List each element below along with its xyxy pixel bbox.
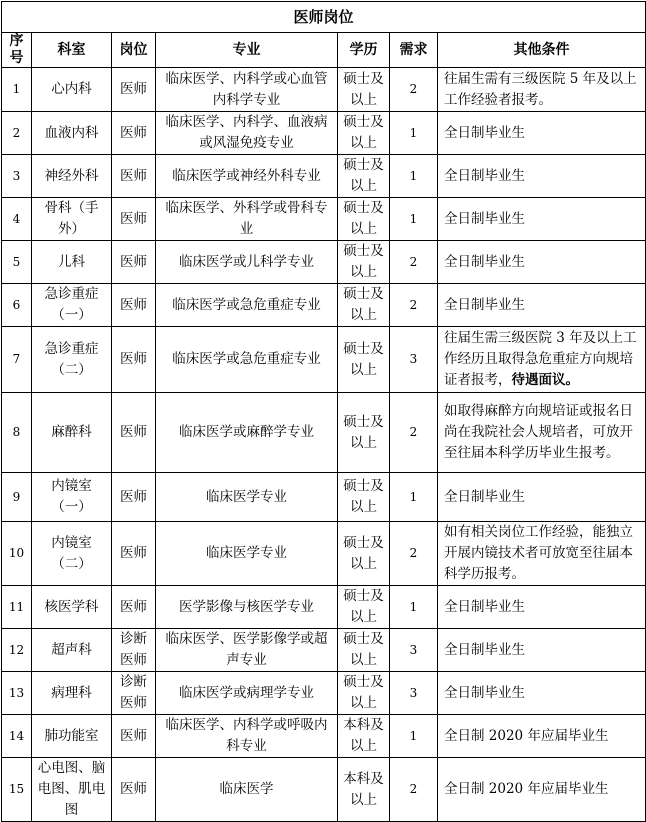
row-dept-text: 神经外科 xyxy=(44,167,99,184)
row-dept xyxy=(32,155,112,198)
row-major-text: 临床医学或神经外科专业 xyxy=(172,167,321,184)
row-post-text: 医师 xyxy=(120,545,147,561)
row-dept-text: 病理科 xyxy=(51,684,92,701)
row-need-text: 1 xyxy=(409,168,418,183)
row-other-text: 全日制毕业生 xyxy=(444,641,525,658)
row-education-text: 硕士及以上 xyxy=(343,534,384,572)
row-education-text: 硕士及以上 xyxy=(343,243,384,280)
row-post-text: 医师 xyxy=(120,781,147,797)
row-education xyxy=(338,473,390,522)
row-need-text: 1 xyxy=(409,211,418,226)
row-other xyxy=(438,241,646,284)
row-no-text: 4 xyxy=(12,211,21,226)
row-other-text: 如有相关岗位工作经验，能独立开展内镜技术者可放宽至往届本科学历报考。 xyxy=(444,524,633,582)
table-row xyxy=(2,284,646,327)
row-post-text: 医师 xyxy=(120,81,147,97)
header-dept: 科室 xyxy=(32,33,112,68)
row-need xyxy=(390,155,438,198)
row-education xyxy=(338,393,390,473)
row-other-text: 全日制 2020 年应届毕业生 xyxy=(444,781,609,797)
row-other xyxy=(438,629,646,672)
row-post xyxy=(112,327,156,393)
header-post: 岗位 xyxy=(112,33,156,68)
table-row xyxy=(2,393,646,473)
row-post xyxy=(112,284,156,327)
row-other xyxy=(438,68,646,112)
row-other-text: 全日制毕业生 xyxy=(444,210,525,227)
row-major xyxy=(156,715,338,758)
row-dept-text: 血液内科 xyxy=(44,124,99,141)
row-no xyxy=(2,758,32,822)
row-education xyxy=(338,715,390,758)
table-row xyxy=(2,758,646,822)
row-post-text: 医师 xyxy=(120,210,147,227)
header-education: 学历 xyxy=(338,33,390,68)
row-other-text: 全日制毕业生 xyxy=(444,684,525,701)
row-major xyxy=(156,672,338,715)
row-need-text: 3 xyxy=(409,352,418,366)
row-major-text: 临床医学、医学影像学或超声专业 xyxy=(165,631,328,668)
row-education xyxy=(338,68,390,112)
row-post-text: 医师 xyxy=(120,488,147,505)
row-no-text: 12 xyxy=(8,642,25,657)
table-row xyxy=(2,522,646,586)
row-dept xyxy=(32,393,112,473)
row-other xyxy=(438,112,646,155)
row-post xyxy=(112,629,156,672)
row-other xyxy=(438,327,646,393)
row-major-text: 医学影像与核医学专业 xyxy=(179,598,314,615)
row-no xyxy=(2,672,32,715)
row-education xyxy=(338,629,390,672)
row-major xyxy=(156,586,338,629)
table-row xyxy=(2,715,646,758)
table-row xyxy=(2,473,646,522)
row-post-text: 医师 xyxy=(120,351,147,367)
row-dept xyxy=(32,327,112,393)
row-dept-text: 骨科（手外） xyxy=(44,200,99,237)
row-no-text: 15 xyxy=(8,782,25,796)
row-need xyxy=(390,715,438,758)
row-post xyxy=(112,393,156,473)
row-major xyxy=(156,629,338,672)
row-dept-text: 肺功能室 xyxy=(44,727,99,744)
row-education xyxy=(338,522,390,586)
row-other-text: 全日制 2020 年应届毕业生 xyxy=(444,727,609,744)
row-education-text: 硕士及以上 xyxy=(343,200,384,237)
row-other-text: 往届生需三级医院 3 年及以上工作经历且取得急危重症方向规培证者报考， xyxy=(444,330,637,388)
row-dept xyxy=(32,198,112,241)
row-post-text: 诊断医师 xyxy=(120,674,147,711)
table-row xyxy=(2,112,646,155)
row-no xyxy=(2,112,32,155)
header-other: 其他条件 xyxy=(438,33,646,68)
row-need-text: 3 xyxy=(409,685,418,700)
row-major-text: 临床医学专业 xyxy=(206,488,287,505)
row-no-text: 13 xyxy=(8,685,25,700)
row-other-text: 全日制毕业生 xyxy=(444,253,525,270)
row-no xyxy=(2,68,32,112)
row-other xyxy=(438,522,646,586)
row-post xyxy=(112,473,156,522)
row-no xyxy=(2,715,32,758)
row-dept-text: 超声科 xyxy=(51,641,92,658)
row-other xyxy=(438,586,646,629)
table-row xyxy=(2,629,646,672)
row-major xyxy=(156,522,338,586)
row-other xyxy=(438,198,646,241)
row-no-text: 14 xyxy=(8,728,25,743)
row-no-text: 3 xyxy=(12,168,21,183)
table-row xyxy=(2,198,646,241)
row-need-text: 2 xyxy=(409,297,418,312)
row-no-text: 9 xyxy=(12,489,21,504)
row-need xyxy=(390,241,438,284)
row-dept xyxy=(32,68,112,112)
row-need xyxy=(390,112,438,155)
row-major-text: 临床医学、外科学或骨科专业 xyxy=(165,200,328,237)
row-post-text: 医师 xyxy=(120,296,147,313)
row-education-text: 本科及以上 xyxy=(343,770,384,808)
row-dept xyxy=(32,112,112,155)
row-need xyxy=(390,586,438,629)
row-education xyxy=(338,155,390,198)
row-education-text: 硕士及以上 xyxy=(343,478,384,515)
row-need-text: 3 xyxy=(409,642,418,657)
row-education-text: 硕士及以上 xyxy=(343,286,384,323)
row-no-text: 5 xyxy=(12,254,21,269)
table-row xyxy=(2,327,646,393)
row-need-text: 2 xyxy=(409,546,418,560)
row-need-text: 2 xyxy=(409,782,418,796)
row-other-text: 全日制毕业生 xyxy=(444,488,525,505)
row-other xyxy=(438,715,646,758)
row-dept xyxy=(32,672,112,715)
row-need-text: 1 xyxy=(409,728,418,743)
row-need xyxy=(390,629,438,672)
row-education xyxy=(338,241,390,284)
row-major-text: 临床医学或病理学专业 xyxy=(179,684,314,701)
row-education-text: 硕士及以上 xyxy=(343,674,384,711)
row-no xyxy=(2,241,32,284)
row-post xyxy=(112,758,156,822)
row-no-text: 11 xyxy=(8,599,25,614)
row-post xyxy=(112,586,156,629)
row-dept-text: 内镜室（二） xyxy=(51,534,92,572)
row-major xyxy=(156,155,338,198)
row-need-text: 2 xyxy=(409,82,418,96)
row-other-text: 全日制毕业生 xyxy=(444,296,525,313)
row-post-text: 诊断医师 xyxy=(120,631,147,668)
row-major-text: 临床医学或儿科学专业 xyxy=(179,253,314,270)
row-education-text: 硕士及以上 xyxy=(343,413,384,451)
positions-table xyxy=(1,1,646,822)
row-post-text: 医师 xyxy=(120,424,147,440)
row-education xyxy=(338,586,390,629)
table-title: 医师岗位 xyxy=(2,2,646,33)
row-need xyxy=(390,198,438,241)
header-major: 专业 xyxy=(156,33,338,68)
table-row xyxy=(2,155,646,198)
row-other xyxy=(438,758,646,822)
row-major xyxy=(156,284,338,327)
row-no xyxy=(2,284,32,327)
row-education-text: 硕士及以上 xyxy=(343,157,384,194)
row-no-text: 7 xyxy=(12,352,21,366)
row-post-text: 医师 xyxy=(120,598,147,615)
row-need xyxy=(390,522,438,586)
row-post xyxy=(112,672,156,715)
row-education-text: 硕士及以上 xyxy=(343,340,384,378)
row-dept xyxy=(32,522,112,586)
row-no xyxy=(2,198,32,241)
row-no xyxy=(2,473,32,522)
row-other-text: 如取得麻醉方向规培证或报名日尚在我院社会人规培者，可放开至往届本科学历毕业生报考。 xyxy=(444,403,633,461)
table-header-row xyxy=(2,33,646,68)
row-major xyxy=(156,758,338,822)
row-dept xyxy=(32,629,112,672)
row-other xyxy=(438,473,646,522)
row-no-text: 2 xyxy=(12,125,21,140)
row-other xyxy=(438,284,646,327)
row-need xyxy=(390,284,438,327)
row-other xyxy=(438,672,646,715)
row-need-text: 1 xyxy=(409,489,418,504)
row-other xyxy=(438,155,646,198)
row-education-text: 硕士及以上 xyxy=(343,114,384,151)
row-need xyxy=(390,473,438,522)
row-post-text: 医师 xyxy=(120,124,147,141)
row-post xyxy=(112,155,156,198)
row-post xyxy=(112,522,156,586)
row-dept-text: 内镜室（一） xyxy=(51,478,92,515)
row-education-text: 硕士及以上 xyxy=(343,588,384,625)
row-no-text: 6 xyxy=(12,297,21,312)
row-post xyxy=(112,198,156,241)
row-need xyxy=(390,327,438,393)
row-need-text: 1 xyxy=(409,599,418,614)
row-dept xyxy=(32,284,112,327)
row-dept xyxy=(32,586,112,629)
row-dept-text: 心电图、脑电图、肌电图 xyxy=(37,760,106,818)
row-no xyxy=(2,327,32,393)
header-need: 需求 xyxy=(390,33,438,68)
row-major xyxy=(156,112,338,155)
row-education xyxy=(338,327,390,393)
row-major xyxy=(156,68,338,112)
row-no xyxy=(2,522,32,586)
row-no xyxy=(2,393,32,473)
row-education xyxy=(338,672,390,715)
row-education xyxy=(338,198,390,241)
row-no xyxy=(2,155,32,198)
row-dept-text: 急诊重症（一） xyxy=(44,286,99,323)
row-no-text: 10 xyxy=(8,546,25,560)
row-major-text: 临床医学或急危重症专业 xyxy=(172,296,321,313)
row-education-text: 本科及以上 xyxy=(343,717,384,754)
row-dept-text: 心内科 xyxy=(51,81,92,97)
row-major-text: 临床医学专业 xyxy=(206,545,287,561)
row-major xyxy=(156,327,338,393)
row-post-text: 医师 xyxy=(120,253,147,270)
row-other-emphasis: 待遇面议。 xyxy=(511,372,579,388)
row-post xyxy=(112,68,156,112)
table-row xyxy=(2,672,646,715)
row-major-text: 临床医学、内科学或呼吸内科专业 xyxy=(165,717,328,754)
row-need xyxy=(390,68,438,112)
row-other-text: 全日制毕业生 xyxy=(444,167,525,184)
row-education-text: 硕士及以上 xyxy=(343,631,384,668)
row-other-text: 往届生需有三级医院 5 年及以上工作经验者报考。 xyxy=(444,70,637,108)
row-major xyxy=(156,473,338,522)
row-dept-text: 核医学科 xyxy=(44,598,99,615)
table-row xyxy=(2,68,646,112)
row-other xyxy=(438,393,646,473)
row-dept-text: 儿科 xyxy=(58,253,85,270)
table-row xyxy=(2,586,646,629)
row-dept xyxy=(32,758,112,822)
row-education xyxy=(338,758,390,822)
row-need-text: 1 xyxy=(409,125,418,140)
row-dept xyxy=(32,241,112,284)
row-dept xyxy=(32,715,112,758)
row-no-text: 8 xyxy=(12,425,21,439)
row-post xyxy=(112,112,156,155)
row-dept-text: 急诊重症（二） xyxy=(44,340,99,378)
row-major xyxy=(156,241,338,284)
row-other-text: 全日制毕业生 xyxy=(444,598,525,615)
row-major-text: 临床医学、内科学或心血管内科学专业 xyxy=(165,70,328,108)
row-major-text: 临床医学或急危重症专业 xyxy=(172,351,321,367)
row-dept xyxy=(32,473,112,522)
row-other-text: 全日制毕业生 xyxy=(444,124,525,141)
row-no-text: 1 xyxy=(12,82,21,96)
row-need xyxy=(390,758,438,822)
row-need-text: 2 xyxy=(409,254,418,269)
row-post-text: 医师 xyxy=(120,727,147,744)
row-major-text: 临床医学 xyxy=(219,781,274,797)
row-major-text: 临床医学、内科学、血液病或风湿免疫专业 xyxy=(165,114,328,151)
row-education xyxy=(338,284,390,327)
row-major xyxy=(156,198,338,241)
row-need xyxy=(390,393,438,473)
row-no xyxy=(2,629,32,672)
table-row xyxy=(2,241,646,284)
row-post xyxy=(112,715,156,758)
row-need xyxy=(390,672,438,715)
row-no xyxy=(2,586,32,629)
row-major-text: 临床医学或麻醉学专业 xyxy=(179,424,314,440)
row-dept-text: 麻醉科 xyxy=(51,424,92,440)
row-post-text: 医师 xyxy=(120,167,147,184)
row-education-text: 硕士及以上 xyxy=(343,70,384,108)
row-major xyxy=(156,393,338,473)
row-need-text: 2 xyxy=(409,425,418,439)
row-education xyxy=(338,112,390,155)
header-no: 序号 xyxy=(2,33,32,68)
row-post xyxy=(112,241,156,284)
table-title-row xyxy=(2,2,646,33)
